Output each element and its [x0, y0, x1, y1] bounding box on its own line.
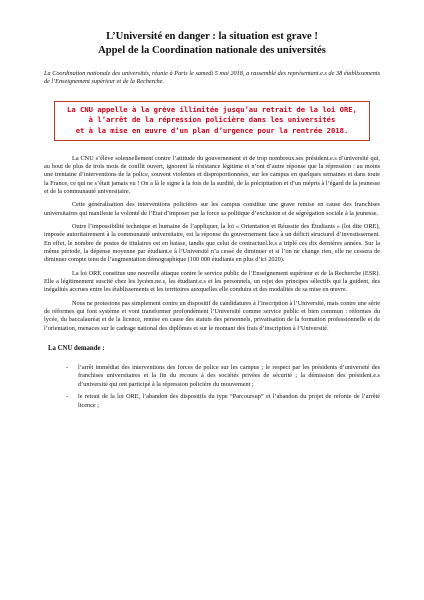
bullet-dash: -	[66, 364, 69, 372]
callout-box	[54, 101, 370, 141]
demand-text: le retrait de la loi ORE, l’abandon des dispositifs du type “Parcoursup” et l’abandon du projet de refonte de l’arrêté licence ;	[78, 393, 380, 409]
paragraph: Outre l’impossibilité technique et humaine de l’appliquer, la loi « Orientation et Réussite des Étudiants » (loi dite ORE), imposée autoritairement à la communauté universitaire, est la réponse du gouvernement face à un déficit structurel d’investissement. En effet, le nombre de postes de titulaires est en baisse, tandis que celui de contractuel.le.s a triplé ces dix dernières années. Sur la même période, la dépense moyenne par étudiant.e à l’Université n’a cessé de diminuer et si l’on ne change rien, elle ne cessera de diminuer compte tenu de l’augmentation démographique (100 000 étudiants en plus d’ici 2020).	[44, 223, 380, 264]
list-item	[66, 393, 380, 410]
demand-text: l’arrêt immédiat des interventions des forces de police sur les campus ; le respect par les présidents d’université des franchises universitaires et la fin du recours à des sociétés privées de sécurité ; la démission des président.e.s d’université qui ont participé à la répression policière du mouvement ;	[78, 364, 380, 388]
demands-list	[66, 364, 380, 410]
list-item	[66, 364, 380, 389]
title-line-1: L’Université en danger : la situation est grave !	[106, 31, 318, 42]
paragraph: Nous ne protestons pas simplement contre un dispositif de candidatures à l’inscription à l’Université, mais contre une série de réformes qui font système et vont transformer profondément l’Université comme service public et bien commun : réformes du lycée, du baccalauréat et de la licence, remise en cause des statuts des personnels, privatisation de la formation professionnelle et de l’orientation, menaces sur le cadrage national des diplômes et sur le montant des frais d’inscription à l’Université.	[44, 299, 380, 332]
paragraph: La loi ORE constitue une nouvelle attaque contre le service public de l’Enseignement supérieur et de la Recherche (ESR). Elle a légitimement suscité chez les lycéen.ne.s, les étudiant.e.s et les personnels, un rejet des principes sélectifs qui la guident, des inégalités accrues entre les établissements et les territoires auxquelles elle conduira et des modalités de sa mise en œuvre.	[44, 269, 380, 294]
paragraph: La CNU s’élève solennellement contre l’attitude du gouvernement et de trop nombreux.ses président.e.s d’université qui, au bout de plus de trois mois de conflit ouvert, ignorent la résistance légitime et n’ont d’autre réponse que la répression : au moins une trentaine d’interventions de la police, souvent violentes et disproportionnées, sur les campus en quelques semaines et dans toute la France, ce qui ne s’était jamais vu ! On a là le signe à la fois de la surdité, de la précipitation et d’un mépris à l’égard de la jeunesse et de la communauté universitaire.	[44, 154, 380, 195]
paragraph: Cette généralisation des interventions policières sur les campus constitue une grave remise en cause des franchises universitaires qui manifeste la volonté de l’État d’imposer par la force sa politique d’exclusion et de ségrégation sociale à la jeunesse.	[44, 201, 380, 217]
body-text	[44, 155, 380, 334]
bullet-dash: -	[66, 393, 69, 401]
document-title	[44, 30, 380, 58]
callout-line-2: à l’arrêt de la répression policière dans les universités	[88, 115, 336, 125]
demands-heading: La CNU demande :	[48, 345, 105, 353]
callout-line-3: et à la mise en œuvre d’un plan d’urgence pour la rentrée 2018.	[75, 126, 349, 135]
callout-line-1: La CNU appelle à la grève illimitée jusqu’au retrait de la loi ORE,	[67, 104, 357, 114]
intro-paragraph: La Coordination nationale des universités, réunie à Paris le samedi 5 mai 2018, a rassemblé des représentant.e.s de 38 établissements de l’Enseignement supérieur et de la Recherche.	[44, 70, 380, 86]
title-line-2: Appel de la Coordination nationale des universités	[98, 45, 326, 56]
